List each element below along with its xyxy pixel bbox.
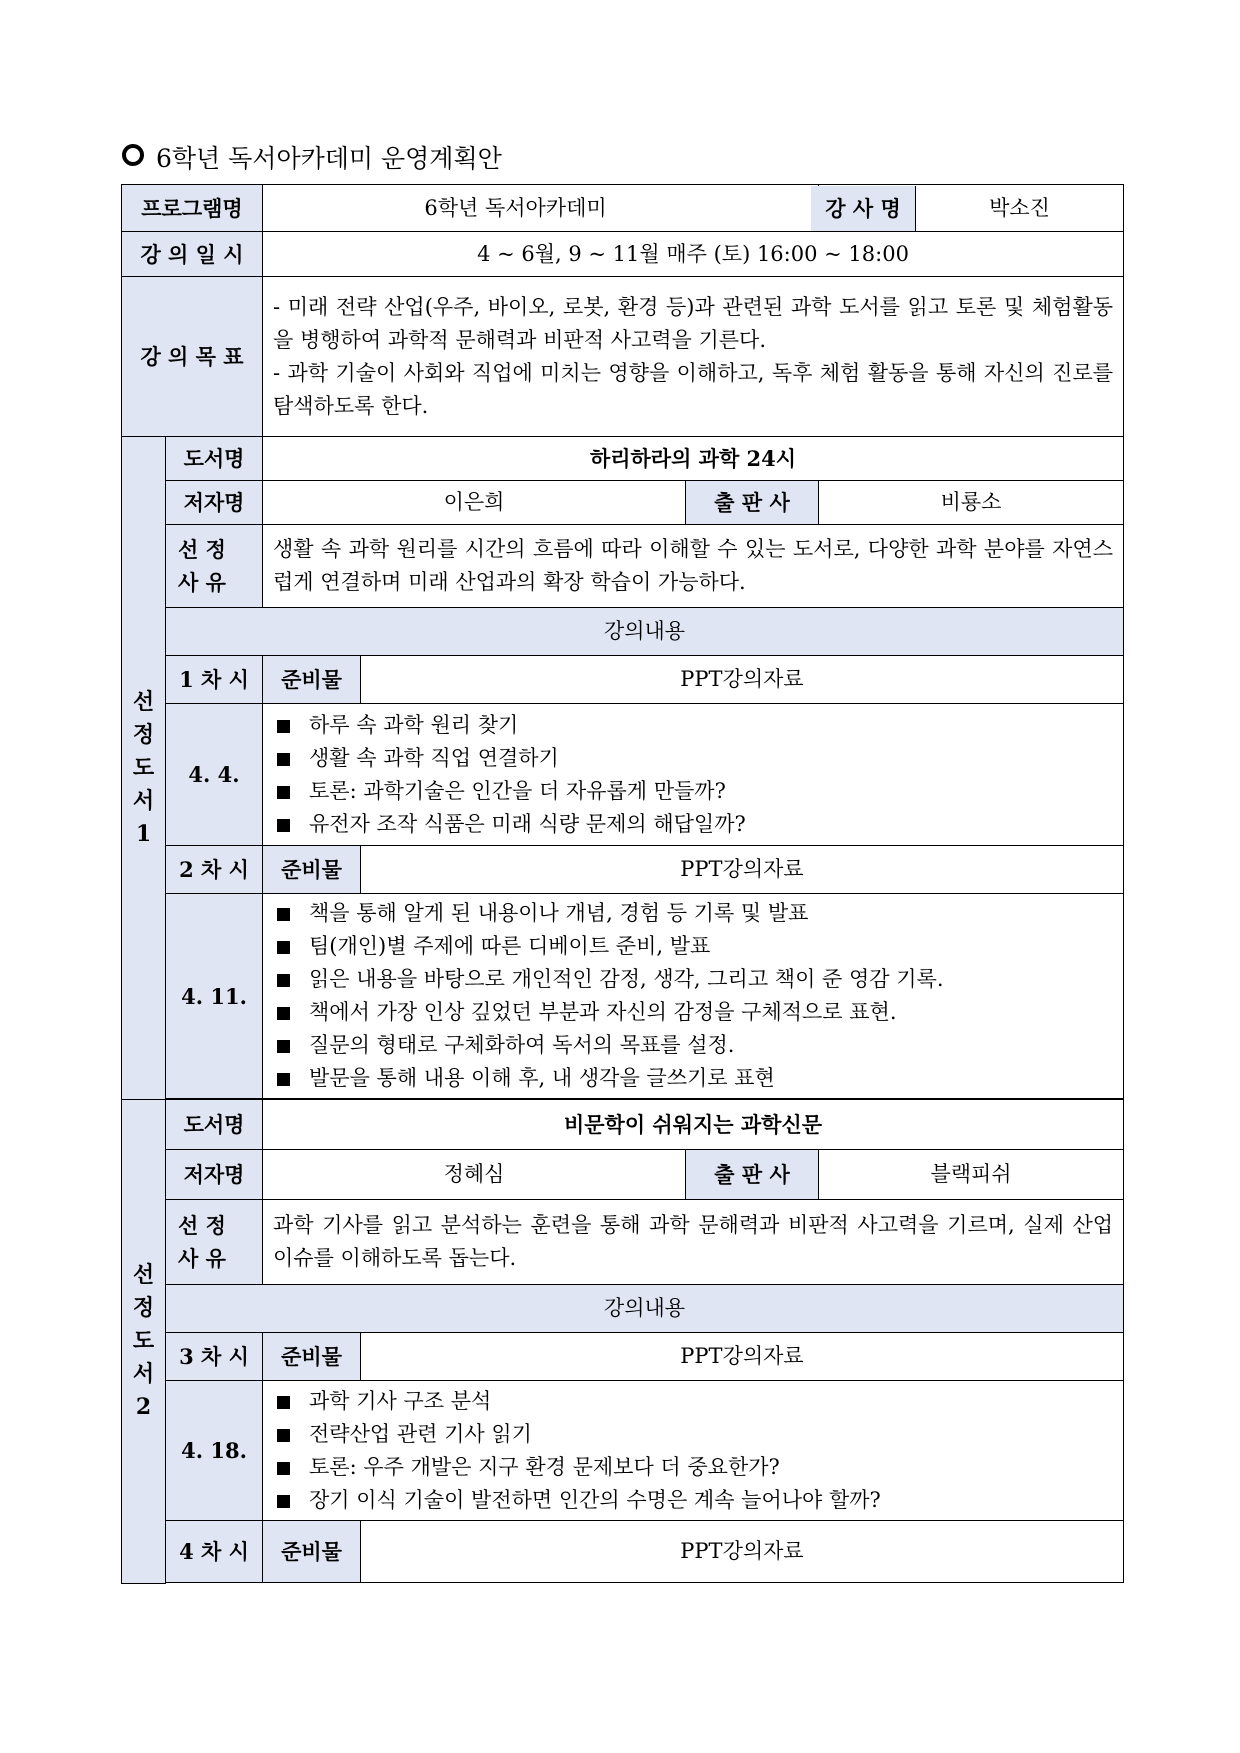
square-bullet-icon: [277, 974, 290, 987]
session2-detail-row: [122, 894, 1124, 1099]
square-bullet-icon: [277, 1040, 290, 1053]
list-item: [273, 742, 1113, 775]
instructor-value: 박소진: [989, 195, 1050, 220]
goal-value: [263, 277, 1124, 437]
square-bullet-icon: [277, 786, 290, 799]
square-bullet-icon: [277, 908, 290, 921]
schedule-label: 강 의 일 시: [122, 232, 263, 277]
book1-author-row: [122, 481, 1124, 525]
book1-side-char: 서: [132, 787, 155, 814]
square-bullet-icon: [277, 1007, 290, 1020]
list-item: [273, 775, 1113, 808]
list-item-text: 질문의 형태로 구체화하여 독서의 목표를 설정.: [309, 1033, 735, 1057]
list-item-text: 토론: 우주 개발은 지구 환경 문제보다 더 중요한가?: [309, 1454, 780, 1479]
list-item-text: 유전자 조작 식품은 미래 식량 문제의 해답일까?: [309, 811, 746, 836]
session1-row: [122, 656, 1124, 704]
book2-title-label: 도서명: [166, 1100, 263, 1150]
book1-title-label: 도서명: [166, 437, 263, 481]
goal-text-1: - 미래 전략 산업(우주, 바이오, 로봇, 환경 등)과 관련된 과학 도서를 읽고 토론 및 체험활동을 병행하여 과학적 문해력과 비판적 사고력을 기른다.: [273, 294, 1114, 352]
reason-label-bottom: 사 유: [178, 1246, 226, 1271]
list-item-text: 토론: 과학기술은 인간을 더 자유롭게 만들까?: [309, 778, 726, 803]
session2-prep-value: PPT강의자료: [361, 846, 1124, 894]
book2-reason-row: [122, 1200, 1124, 1285]
session1-prep-label: 준비물: [263, 656, 361, 704]
book1-side-char: 정: [132, 721, 155, 748]
book2-spacer: [122, 1583, 1124, 1584]
session1-prep-value: PPT강의자료: [361, 656, 1124, 704]
book1-publisher-label: 출 판 사: [686, 481, 819, 525]
session4-prep-label: 준비물: [263, 1521, 361, 1583]
reason-label-bottom: 사 유: [178, 570, 226, 595]
document-title: [122, 142, 502, 176]
schedule-row: [122, 232, 1124, 277]
session4-prep-value: PPT강의자료: [361, 1521, 1124, 1583]
list-item-text: 책에서 가장 인상 깊었던 부분과 자신의 감정을 구체적으로 표현.: [309, 1000, 897, 1024]
session2-date: 4. 11.: [166, 894, 263, 1099]
book2-title-row: [122, 1100, 1124, 1150]
session2-prep-label: 준비물: [263, 846, 361, 894]
book1-publisher-value: 비룡소: [819, 481, 1124, 525]
list-item: [273, 1451, 1113, 1484]
session1-items: [263, 704, 1124, 846]
square-bullet-icon: [277, 1429, 290, 1442]
schedule-value: 4 ~ 6월, 9 ~ 11월 매주 (토) 16:00 ~ 18:00: [263, 232, 1124, 277]
square-bullet-icon: [277, 1462, 290, 1475]
session3-prep-value: PPT강의자료: [361, 1333, 1124, 1381]
goal-label: 강 의 목 표: [122, 277, 263, 437]
book1-side-char: 도: [132, 754, 155, 781]
session2-items: [263, 894, 1124, 1099]
goal-text-2: - 과학 기술이 사회와 직업에 미치는 영향을 이해하고, 독후 체험 활동을 통해 자신의 진로를 탐색하도록 한다.: [273, 360, 1114, 418]
session4-row: [122, 1521, 1124, 1583]
reason-label-top: 선 정: [178, 537, 226, 562]
book2-side-char: 정: [132, 1294, 155, 1321]
book1-side-label: [122, 437, 166, 1100]
list-item-text: 발문을 통해 내용 이해 후, 내 생각을 글쓰기로 표현: [309, 1066, 775, 1090]
list-item: [273, 1029, 1113, 1062]
list-item: [273, 996, 1113, 1029]
session4-label: 4 차 시: [166, 1521, 263, 1583]
session2-label: 2 차 시: [166, 846, 263, 894]
book2-author-row: [122, 1150, 1124, 1200]
session3-detail-row: [122, 1381, 1124, 1521]
goal-row: [122, 277, 1124, 437]
square-bullet-icon: [277, 819, 290, 832]
book1-author-value: 이은희: [263, 481, 686, 525]
reason-label-top: 선 정: [178, 1213, 226, 1238]
book2-side-char: 2: [135, 1393, 152, 1420]
book2-side-char: 선: [132, 1261, 155, 1288]
square-bullet-icon: [277, 1073, 290, 1086]
document-title-text: 6학년 독서아카데미 운영계획안: [156, 144, 502, 173]
list-item: [273, 1062, 1113, 1095]
session3-date: 4. 18.: [166, 1381, 263, 1521]
program-name-value: 6학년 독서아카데미: [263, 185, 819, 232]
plan-table: [121, 184, 1124, 1584]
session2-row: [122, 846, 1124, 894]
list-item-text: 읽은 내용을 바탕으로 개인적인 감정, 생각, 그리고 책이 준 영감 기록.: [309, 967, 944, 991]
list-item-text: 장기 이식 기술이 발전하면 인간의 수명은 계속 늘어나야 할까?: [309, 1487, 881, 1512]
square-bullet-icon: [277, 1495, 290, 1508]
session3-items: [263, 1381, 1124, 1521]
square-bullet-icon: [277, 720, 290, 733]
list-item: [273, 1385, 1113, 1418]
book2-content-header: 강의내용: [166, 1285, 1124, 1333]
book1-author-label: 저자명: [166, 481, 263, 525]
book1-title-value: 하리하라의 과학 24시: [263, 437, 1124, 481]
list-item: [273, 1484, 1113, 1517]
list-item-text: 전략산업 관련 기사 읽기: [309, 1421, 532, 1446]
book2-reason-label: [166, 1200, 263, 1285]
square-bullet-icon: [277, 1396, 290, 1409]
book2-content-header-row: [122, 1285, 1124, 1333]
list-item-text: 책을 통해 알게 된 내용이나 개념, 경험 등 기록 및 발표: [309, 901, 809, 925]
program-row: [122, 185, 1124, 232]
book2-publisher-value: 블랙피쉬: [819, 1150, 1124, 1200]
list-item: [273, 930, 1113, 963]
book1-content-header-row: [122, 608, 1124, 656]
book1-side-char: 1: [135, 820, 152, 847]
book2-publisher-label: 출 판 사: [686, 1150, 819, 1200]
square-bullet-icon: [277, 753, 290, 766]
book1-reason-row: [122, 525, 1124, 608]
session3-row: [122, 1333, 1124, 1381]
book1-reason-label: [166, 525, 263, 608]
book2-side-label: [122, 1100, 166, 1584]
list-item-text: 팀(개인)별 주제에 따른 디베이트 준비, 발표: [309, 934, 711, 958]
session3-label: 3 차 시: [166, 1333, 263, 1381]
session1-date: 4. 4.: [166, 704, 263, 846]
square-bullet-icon: [277, 941, 290, 954]
book2-author-label: 저자명: [166, 1150, 263, 1200]
list-item-text: 생활 속 과학 직업 연결하기: [309, 745, 559, 770]
circle-bullet-icon: [122, 144, 144, 166]
list-item-text: 과학 기사 구조 분석: [309, 1388, 492, 1413]
list-item: [273, 1418, 1113, 1451]
book1-side-char: 선: [132, 688, 155, 715]
program-name-label: 프로그램명: [122, 185, 263, 232]
book2-reason-value: 과학 기사를 읽고 분석하는 훈련을 통해 과학 문해력과 비판적 사고력을 기르며, 실제 산업 이슈를 이해하도록 돕는다.: [263, 1200, 1124, 1285]
list-item-text: 하루 속 과학 원리 찾기: [309, 712, 519, 737]
list-item: [273, 897, 1113, 930]
list-item: [273, 808, 1113, 841]
instructor-cell: [819, 185, 1124, 232]
book1-content-header: 강의내용: [166, 608, 1124, 656]
book1-reason-value: 생활 속 과학 원리를 시간의 흐름에 따라 이해할 수 있는 도서로, 다양한 과학 분야를 자연스럽게 연결하며 미래 산업과의 확장 학습이 가능하다.: [263, 525, 1124, 608]
session3-prep-label: 준비물: [263, 1333, 361, 1381]
session1-label: 1 차 시: [166, 656, 263, 704]
book2-side-char: 서: [132, 1360, 155, 1387]
list-item: [273, 709, 1113, 742]
list-item: [273, 963, 1113, 996]
book2-side-char: 도: [132, 1327, 155, 1354]
book2-author-value: 정혜심: [263, 1150, 686, 1200]
instructor-label: 강 사 명: [811, 186, 916, 231]
book1-title-row: [122, 437, 1124, 481]
book2-title-value: 비문학이 쉬워지는 과학신문: [263, 1100, 1124, 1150]
session1-detail-row: [122, 704, 1124, 846]
